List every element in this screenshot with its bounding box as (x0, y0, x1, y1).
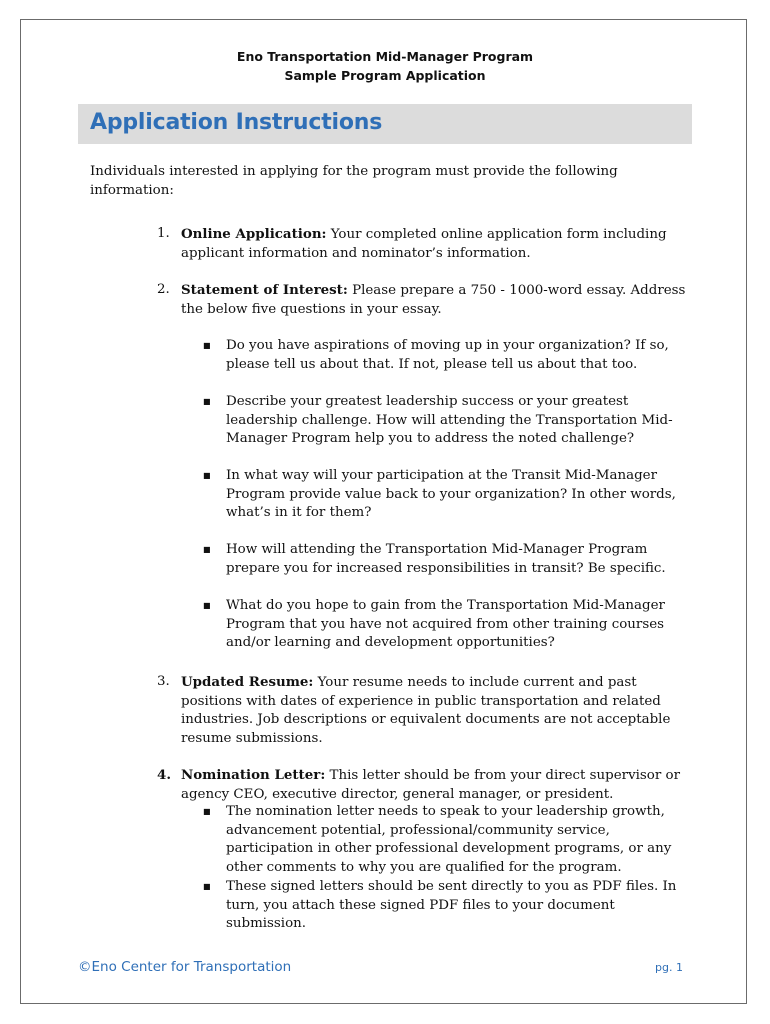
item-text: This letter should be from your direct supervisor or agency CEO, executive director, general manager, or president. (181, 768, 680, 802)
bullet-text: Do you have aspirations of moving up in your organization? If so, please tell us about that. If not, please tell us about that too. (226, 338, 669, 372)
item-lead: Statement of Interest: (181, 282, 348, 298)
essay-question-bullet (203, 337, 683, 374)
list-number: 3. (157, 674, 170, 689)
bullet-text: What do you hope to gain from the Transportation Mid-Manager Program that you have not acquired from other training courses and/or learning and development opportunities? (226, 598, 665, 650)
bullet-square-icon: ■ (203, 397, 211, 406)
intro-paragraph: Individuals interested in applying for the program must provide the following information: (90, 164, 618, 198)
nomination-bullet (203, 878, 683, 934)
essay-question-bullet (203, 393, 683, 449)
essay-question-bullet (203, 597, 683, 653)
list-item-statement-of-interest (157, 281, 687, 319)
essay-question-bullet (203, 467, 683, 523)
bullet-square-icon: ■ (203, 545, 211, 554)
footer-copyright: ©Eno Center for Transportation (78, 959, 292, 975)
bullet-text: In what way will your participation at the Transit Mid-Manager Program provide value back to your organization? In other words, what’s in it for them? (226, 468, 676, 520)
document-header (0, 47, 770, 85)
section-title: Application Instructions (90, 110, 383, 135)
item-text: Your completed online application form including applicant information and nominator’s information. (181, 227, 667, 261)
list-number: 1. (157, 226, 170, 241)
header-program-title: Eno Transportation Mid-Manager Program (236, 49, 534, 64)
list-number: 2. (157, 282, 170, 297)
section-heading-band (78, 104, 692, 144)
bullet-text: How will attending the Transportation Mid-Manager Program prepare you for increased responsibilities in transit? Be specific. (226, 542, 666, 576)
footer-page-number: pg. 1 (655, 961, 683, 974)
list-number: 4. (157, 767, 171, 783)
item-lead: Online Application: (181, 226, 327, 242)
list-item-online-application (157, 225, 687, 263)
nomination-bullet (203, 803, 683, 877)
bullet-square-icon: ■ (203, 341, 211, 350)
item-text: Please prepare a 750 - 1000-word essay. Address the below five questions in your essay. (181, 283, 686, 317)
list-item-nomination-letter (157, 766, 687, 804)
bullet-square-icon: ■ (203, 807, 211, 816)
bullet-text: These signed letters should be sent directly to you as PDF files. In turn, you attach these signed PDF files to your document submission. (226, 879, 677, 931)
item-lead: Updated Resume: (181, 674, 314, 690)
item-lead: Nomination Letter: (181, 767, 326, 783)
list-item-updated-resume (157, 673, 687, 748)
bullet-square-icon: ■ (203, 601, 211, 610)
bullet-square-icon: ■ (203, 471, 211, 480)
bullet-text: Describe your greatest leadership success or your greatest leadership challenge. How will attending the Transportation Mid-Manager Program help you to address the noted challenge? (226, 394, 673, 446)
essay-question-bullet (203, 541, 683, 578)
bullet-square-icon: ■ (203, 882, 211, 891)
header-subtitle: Sample Program Application (284, 68, 486, 83)
bullet-text: The nomination letter needs to speak to your leadership growth, advancement potential, professional/community service, participation in other professional development programs, or any other comments to why you are qualified for the program. (226, 804, 672, 875)
item-text: Your resume needs to include current and past positions with dates of experience in public transportation and related industries. Job descriptions or equivalent documents are not acceptable resume submissions. (181, 675, 671, 746)
